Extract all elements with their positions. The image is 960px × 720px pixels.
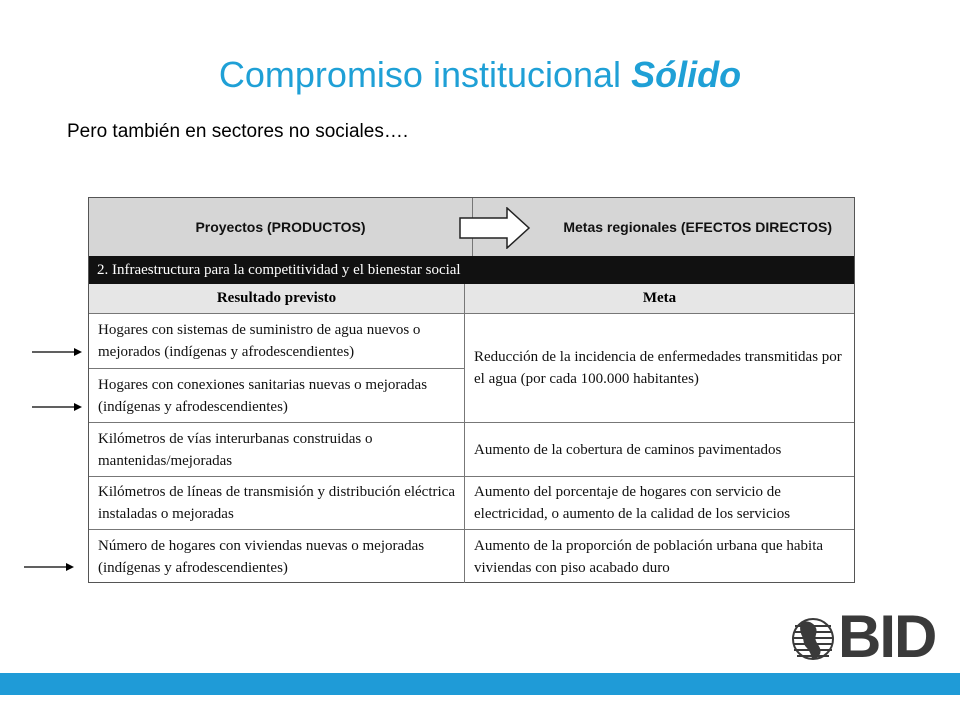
column-header-meta: Meta [465,284,854,314]
slide-subtitle: Pero también en sectores no sociales…. [67,121,409,142]
title-emphasis: Sólido [631,54,742,95]
footer-bar [0,673,960,695]
pointer-arrow-icon [32,401,82,413]
bid-logo: BID [838,603,936,670]
table-row-resultado-4: Kilómetros de líneas de transmisión y distribución eléctrica instaladas o mejoradas [89,477,464,530]
table-cell-meta-2: Aumento de la cobertura de caminos pavimentados [465,423,854,477]
table-row-resultado-2: Hogares con conexiones sanitarias nuevas o mejoradas (indígenas y afrodescendientes) [89,369,464,423]
table-cell-meta-3: Aumento del porcentaje de hogares con servicio de electricidad, o aumento de la calidad de los servicios [465,477,854,530]
table-cell-meta-1: Reducción de la incidencia de enfermedades transmitidas por el agua (por cada 100.000 habitantes) [465,314,854,423]
section-heading: 2. Infraestructura para la competitividad y el bienestar social [89,256,854,284]
table-row-resultado-1: Hogares con sistemas de suministro de agua nuevos o mejorados (indígenas y afrodescendientes) [89,314,464,369]
results-table [88,197,855,583]
pointer-arrow-icon [32,346,82,358]
title-main: Compromiso institucional [218,54,622,95]
pointer-arrow-icon [24,561,74,573]
right-arrow-icon [459,207,531,249]
slide-title [0,54,960,96]
table-row-resultado-3: Kilómetros de vías interurbanas construidas o mantenidas/mejoradas [89,423,464,477]
table-header-band [89,198,854,257]
globe-americas-icon [792,614,834,664]
header-goals: Metas regionales (EFECTOS DIRECTOS) [563,219,832,235]
header-products: Proyectos (PRODUCTOS) [89,198,473,256]
column-header-resultado: Resultado previsto [89,284,464,314]
table-cell-meta-4: Aumento de la proporción de población urbana que habita viviendas con piso acabado duro [474,537,824,576]
table-row-resultado-5: Número de hogares con viviendas nuevas o mejoradas (indígenas y afrodescendientes) [98,537,425,576]
